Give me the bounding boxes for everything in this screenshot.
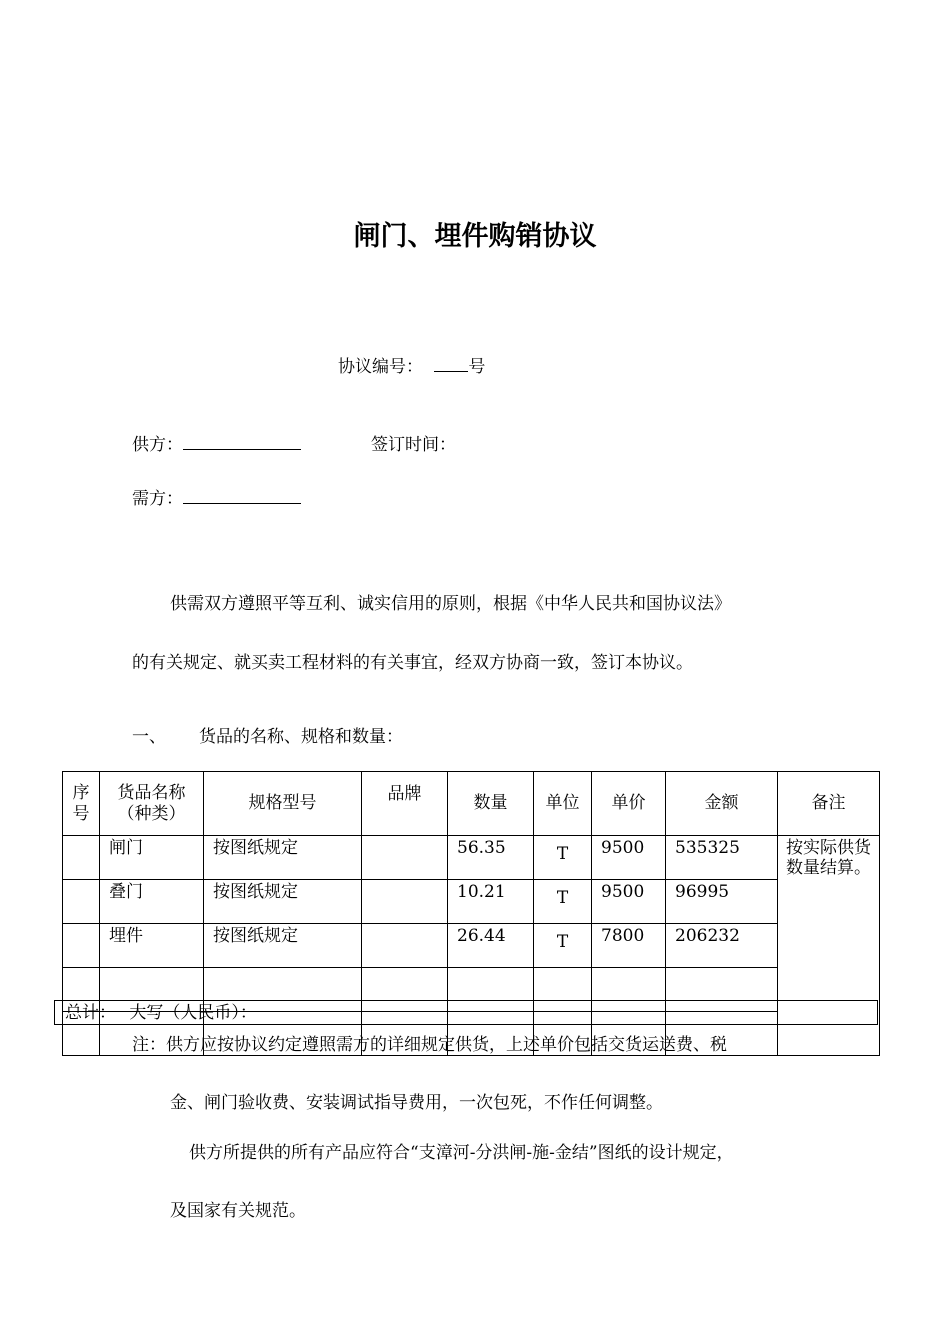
table-row [63,924,880,968]
cell-brand [362,880,448,924]
cell-name: 叠门 [100,880,204,924]
header-qty: 数量 [448,772,534,836]
cell-price: 7800 [592,924,666,968]
cell-qty: 56.35 [448,836,534,880]
note-line-2: 金、闸门验收费、安装调试指导费用，一次包死，不作任何调整。 [170,1093,663,1113]
supplier-blank[interactable] [183,431,301,450]
spec-paragraph-line-2: 及国家有关规范。 [170,1201,306,1221]
header-name: 货品名称 （种类） [100,772,204,836]
cell-amount: 535325 [666,836,778,880]
agreement-number-line [338,352,485,377]
cell-spec: 按图纸规定 [204,836,362,880]
header-unit: 单位 [534,772,592,836]
cell-spec: 按图纸规定 [204,924,362,968]
header-price: 单价 [592,772,666,836]
spec-paragraph-line-1: 供方所提供的所有产品应符合“支漳河-分洪闸-施-金结”图纸的设计规定， [189,1143,734,1163]
cell-qty: 10.21 [448,880,534,924]
cell-brand [362,924,448,968]
cell-remark: 按实际供货数量结算。 [778,836,880,1056]
cell-unit: T [534,924,592,968]
document-title: 闸门、埋件购销协议 [353,221,597,252]
agreement-number-blank[interactable] [434,353,468,372]
cell-seq [63,836,100,880]
note-line-1: 注：供方应按协议约定遵照需方的详细规定供货，上述单价包括交货运送费、税 [132,1035,727,1055]
cell-price: 9500 [592,880,666,924]
table-header-row [63,772,880,836]
supplier-label: 供方： [132,435,183,455]
buyer-line [132,484,301,509]
agreement-number-label: 协议编号： [338,357,423,377]
cell-price: 9500 [592,836,666,880]
cell-seq [63,880,100,924]
section-1-number: 一、 [132,727,166,747]
cell-amount: 206232 [666,924,778,968]
header-remark: 备注 [778,772,880,836]
header-amount: 金额 [666,772,778,836]
intro-line-2: 的有关规定、就买卖工程材料的有关事宜，经双方协商一致，签订本协议。 [132,653,693,673]
header-spec: 规格型号 [204,772,362,836]
cell-unit: T [534,836,592,880]
cell-brand [362,836,448,880]
supplier-line [132,430,301,455]
cell-spec: 按图纸规定 [204,880,362,924]
header-seq: 序 号 [63,772,100,836]
sign-time-label: 签订时间： [371,435,456,455]
total-row [54,1000,878,1025]
table-row [63,836,880,880]
total-label: 总计： [65,1003,116,1023]
total-words-label: 大写（人民币）： [129,1003,257,1023]
buyer-blank[interactable] [183,485,301,504]
intro-line-1: 供需双方遵照平等互利、诚实信用的原则，根据《中华人民共和国协议法》 [170,594,731,614]
cell-seq [63,924,100,968]
cell-qty: 26.44 [448,924,534,968]
cell-name: 埋件 [100,924,204,968]
cell-amount: 96995 [666,880,778,924]
section-1-title: 货品的名称、规格和数量： [199,727,403,747]
cell-name: 闸门 [100,836,204,880]
buyer-label: 需方： [132,489,183,509]
cell-unit: T [534,880,592,924]
agreement-number-suffix: 号 [468,357,486,377]
table-row [63,880,880,924]
header-brand: 品牌 [362,772,448,836]
